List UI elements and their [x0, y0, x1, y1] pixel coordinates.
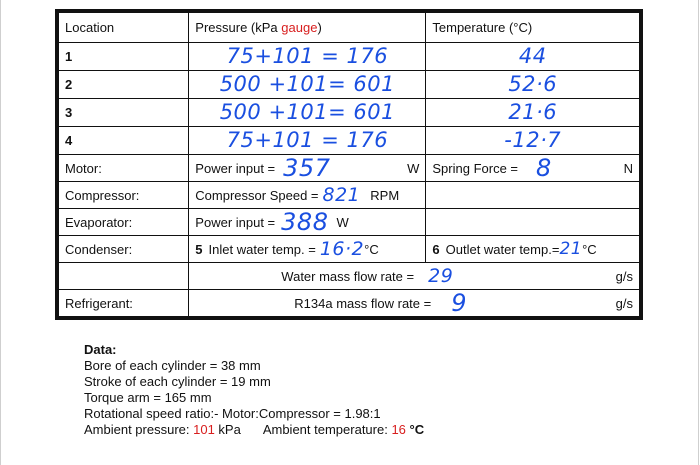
ambient-pressure-value: 101 — [193, 422, 215, 437]
table-row-3 — [59, 99, 640, 127]
temperature-cell — [426, 43, 640, 71]
header-location: Location — [59, 13, 189, 43]
water-flow-label: Water mass flow rate = — [281, 268, 415, 284]
pressure-cell — [189, 71, 426, 99]
compressor-label: Compressor: — [59, 182, 189, 209]
evaporator-power-value: 388 — [281, 208, 329, 236]
table-row-1 — [59, 43, 640, 71]
notes-ratio: Rotational speed ratio:- Motor:Compressor = 1.98:1 — [84, 406, 381, 421]
empty-cell — [426, 209, 640, 236]
motor-power-cell — [189, 155, 426, 182]
location-index: 4 — [59, 127, 189, 155]
notes-stroke: Stroke of each cylinder = 19 mm — [84, 374, 271, 389]
ambient-temperature-value: 16 — [391, 422, 406, 437]
evaporator-label: Evaporator: — [59, 209, 189, 236]
water-flow-unit: g/s — [615, 268, 633, 284]
header-pressure-suffix: ) — [317, 20, 322, 35]
condenser-inlet-unit: °C — [364, 241, 379, 257]
measurement-table — [58, 12, 640, 317]
spring-force-unit: N — [623, 160, 633, 176]
water-flow-row — [59, 263, 640, 290]
ambient-temperature-label: Ambient temperature: — [262, 422, 392, 437]
notes-ambient — [84, 422, 424, 438]
condenser-inlet-cell — [189, 236, 426, 263]
header-pressure-prefix: Pressure (kPa — [195, 20, 282, 35]
ambient-pressure-label: Ambient pressure: — [84, 422, 194, 437]
spring-force-label: Spring Force = — [432, 160, 519, 176]
handwritten-temperature: -12·7 — [504, 128, 562, 152]
refrigerant-label: Refrigerant: — [59, 290, 189, 317]
ambient-temperature-unit: °C — [405, 422, 425, 437]
condenser-outlet-unit: °C — [582, 241, 597, 257]
notes-torque: Torque arm = 165 mm — [84, 390, 212, 405]
water-flow-value: 29 — [428, 264, 454, 287]
table-row-4 — [59, 127, 640, 155]
motor-power-value: 357 — [283, 154, 331, 182]
motor-power-label: Power input = — [195, 160, 276, 176]
temperature-cell — [426, 71, 640, 99]
condenser-label: Condenser: — [59, 236, 189, 263]
condenser-outlet-number: 6 — [432, 241, 440, 257]
pressure-cell — [189, 43, 426, 71]
compressor-speed-value: 821 — [322, 183, 361, 206]
condenser-inlet-value: 16·2 — [319, 237, 365, 260]
location-index: 1 — [59, 43, 189, 71]
condenser-inlet-label: Inlet water temp. = — [208, 241, 316, 257]
evaporator-row — [59, 209, 640, 236]
handwritten-pressure: 500 +101= 601 — [219, 100, 395, 124]
condenser-inlet-number: 5 — [195, 241, 203, 257]
condenser-outlet-label: Outlet water temp.= — [445, 241, 560, 257]
condenser-row — [59, 236, 640, 263]
empty-cell — [426, 182, 640, 209]
header-pressure — [189, 13, 426, 43]
table-header-row — [59, 13, 640, 43]
motor-label: Motor: — [59, 155, 189, 182]
handwritten-pressure: 75+101 = 176 — [226, 128, 389, 152]
refrigerant-flow-value: 9 — [451, 289, 468, 317]
empty-cell — [59, 263, 189, 290]
refrigerant-flow-cell — [189, 290, 640, 317]
notes-bore: Bore of each cylinder = 38 mm — [84, 358, 261, 373]
table-row-2 — [59, 71, 640, 99]
refrigerant-flow-unit: g/s — [615, 295, 633, 311]
compressor-speed-unit: RPM — [370, 187, 400, 203]
refrigerant-flow-label: R134a mass flow rate = — [294, 295, 432, 311]
compressor-row — [59, 182, 640, 209]
temperature-cell — [426, 99, 640, 127]
evaporator-power-unit: W — [336, 214, 349, 230]
page-edge-right — [698, 0, 699, 465]
pressure-cell — [189, 127, 426, 155]
data-notes — [84, 342, 424, 438]
handwritten-pressure: 500 +101= 601 — [219, 72, 395, 96]
notes-heading: Data: — [84, 342, 117, 357]
handwritten-temperature: 44 — [518, 44, 547, 68]
temperature-cell — [426, 127, 640, 155]
location-index: 3 — [59, 99, 189, 127]
page-edge-left — [0, 0, 1, 465]
pressure-cell — [189, 99, 426, 127]
evaporator-power-label: Power input = — [195, 214, 276, 230]
water-flow-cell — [189, 263, 640, 290]
compressor-speed-label: Compressor Speed = — [195, 187, 319, 203]
motor-power-unit: W — [407, 160, 420, 176]
evaporator-power-cell — [189, 209, 426, 236]
header-pressure-gauge: gauge — [281, 20, 318, 35]
condenser-outlet-cell — [426, 236, 640, 263]
handwritten-temperature: 52·6 — [508, 72, 558, 96]
motor-row — [59, 155, 640, 182]
handwritten-pressure: 75+101 = 176 — [226, 44, 389, 68]
ambient-pressure-unit: kPa — [214, 422, 241, 437]
header-temperature: Temperature (°C) — [426, 13, 640, 43]
spring-force-cell — [426, 155, 640, 182]
compressor-speed-cell — [189, 182, 426, 209]
handwritten-temperature: 21·6 — [508, 100, 558, 124]
refrigerant-row — [59, 290, 640, 317]
spring-force-value: 8 — [536, 154, 552, 182]
condenser-outlet-value: 21 — [559, 238, 583, 259]
location-index: 2 — [59, 71, 189, 99]
